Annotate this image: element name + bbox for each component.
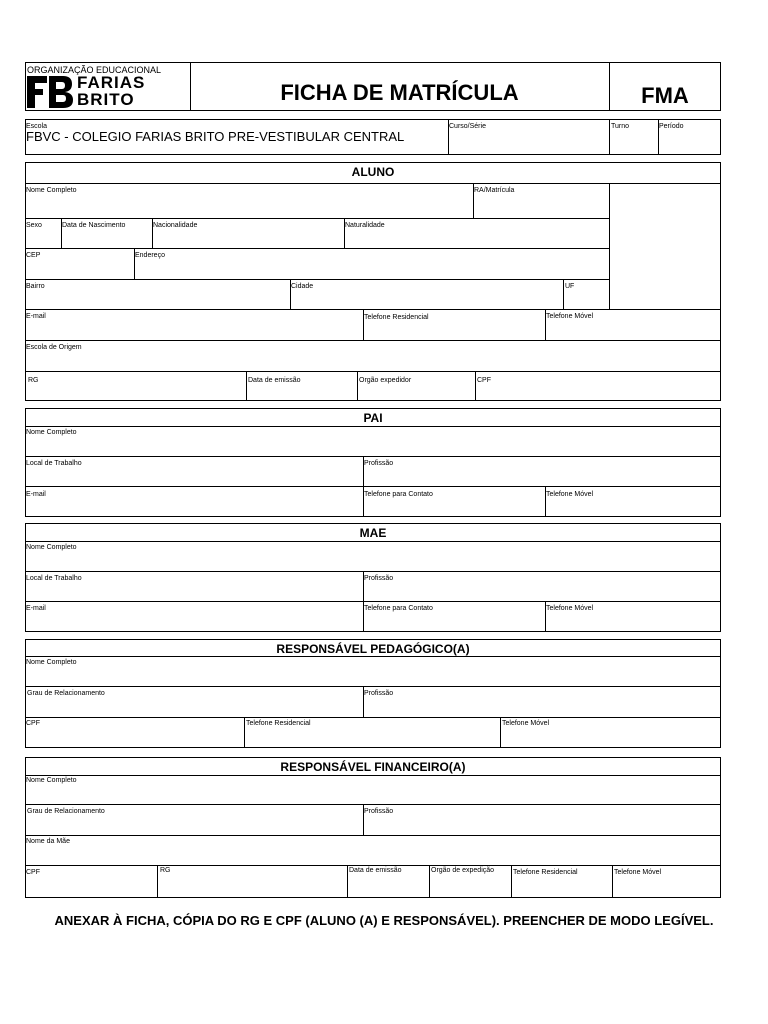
aluno-line-3 [25,248,610,249]
aluno-rg-label: RG [28,377,39,384]
aluno-data-emissao-label: Data de emissão [248,377,301,384]
resp-ped-profissao-label: Profissão [364,690,394,697]
resp-fin-orgao-label: Orgão de expedição [431,867,495,874]
aluno-line-6 [25,340,721,341]
aluno-cidade-label: Cidade [291,283,314,290]
resp-fin-tel-movel-label: Telefone Móvel [614,869,662,876]
pai-line-2 [25,456,721,457]
resp-ped-v-2 [244,717,245,748]
resp-fin-nome-label: Nome Completo [26,777,77,784]
resp-fin-line-1 [25,775,721,776]
aluno-line-5 [25,309,721,310]
curso-label: Curso/Série [449,123,486,130]
mae-line-3 [25,601,721,602]
pai-tel-movel-label: Telefone Móvel [546,491,594,498]
resp-fin-v-2 [157,865,158,898]
aluno-naturalidade-label: Naturalidade [345,222,385,229]
aluno-line-2 [25,218,610,219]
aluno-line-7 [25,371,721,372]
aluno-nacionalidade-label: Nacionalidade [153,222,198,229]
mae-local-label: Local de Trabalho [26,575,82,582]
org-label: ORGANIZAÇÃO EDUCACIONAL [27,65,162,75]
aluno-email-label: E-mail [26,313,46,320]
resp-fin-v-6 [612,865,613,898]
logo-word-2: BRITO [77,90,135,109]
aluno-v-cidade [563,279,564,309]
logo-word-1: FARIAS [77,73,146,92]
aluno-nome-label: Nome Completo [26,187,77,194]
resp-fin-line-3 [25,835,721,836]
aluno-cpf-label: CPF [477,377,491,384]
resp-fin-title: RESPONSÁVEL FINANCEIRO(A) [280,760,466,774]
page-title: FICHA DE MATRÍCULA [280,80,519,105]
mae-tel-contato-label: Telefone para Contato [364,605,433,612]
resp-fin-line-2 [25,804,721,805]
aluno-line-1 [25,183,721,184]
aluno-bairro-label: Bairro [26,283,45,290]
pai-profissao-label: Profissão [364,460,394,467]
resp-ped-v-3 [500,717,501,748]
resp-ped-tel-movel-label: Telefone Móvel [502,720,550,727]
aluno-v-orgao [475,371,476,401]
pai-local-label: Local de Trabalho [26,460,82,467]
resp-ped-line-2 [25,686,721,687]
pai-line-1 [25,426,721,427]
aluno-v-rg [246,371,247,401]
escola-label: Escola [26,123,48,130]
resp-ped-title: RESPONSÁVEL PEDAGÓGICO(A) [276,642,470,656]
resp-fin-profissao-label: Profissão [364,808,394,815]
resp-ped-line-3 [25,717,721,718]
aluno-line-4 [25,279,610,280]
aluno-tel-res-label: Telefone Residencial [364,314,429,321]
aluno-uf-label: UF [565,283,575,290]
mae-nome-label: Nome Completo [26,544,77,551]
logo [27,64,187,109]
escola-value[interactable]: FBVC - COLEGIO FARIAS BRITO PRE-VESTIBULAR CENTRAL [26,129,405,144]
school-divider-2 [609,119,610,155]
resp-fin-cpf-label: CPF [26,869,40,876]
aluno-ra-label: RA/Matrícula [474,187,515,194]
resp-fin-tel-res-label: Telefone Residencial [513,869,578,876]
pai-title: PAI [363,411,383,425]
mae-tel-movel-label: Telefone Móvel [546,605,594,612]
pai-nome-label: Nome Completo [26,429,77,436]
fb-logo-mark [27,76,73,108]
aluno-sexo-label: Sexo [26,222,42,229]
aluno-escola-origem-label: Escola de Origem [26,344,82,351]
mae-title: MAE [359,526,387,540]
turno-label: Turno [611,123,630,130]
resp-fin-v-3 [347,865,348,898]
footer-note: ANEXAR À FICHA, CÓPIA DO RG E CPF (ALUNO (A) E RESPONSÁVEL). PREENCHER DE MODO LEGÍVEL. [54,913,714,928]
pai-tel-contato-label: Telefone para Contato [364,491,433,498]
form-code: FMA [641,83,689,108]
resp-fin-grau-label: Grau de Relacionamento [27,808,105,815]
mae-email-label: E-mail [26,605,46,612]
resp-fin-rg-label: RG [160,867,171,874]
resp-ped-cpf-label: CPF [26,720,40,727]
aluno-v-emissao [357,371,358,401]
resp-fin-v-4 [429,865,430,898]
resp-ped-grau-label: Grau de Relacionamento [27,690,105,697]
aluno-cep-label: CEP [26,252,41,259]
resp-ped-nome-label: Nome Completo [26,659,77,666]
aluno-orgao-label: Orgão expedidor [359,377,412,384]
resp-fin-data-emissao-label: Data de emissão [349,867,402,874]
aluno-endereco-label: Endereço [135,252,165,259]
resp-ped-line-1 [25,656,721,657]
pai-email-label: E-mail [26,491,46,498]
aluno-nascimento-label: Data de Nascimento [62,222,126,229]
photo-divider [609,183,610,310]
resp-fin-nome-mae-label: Nome da Mãe [26,838,70,845]
resp-ped-tel-res-label: Telefone Residencial [246,720,311,727]
pai-line-3 [25,486,721,487]
mae-profissao-label: Profissão [364,575,394,582]
resp-fin-v-5 [511,865,512,898]
mae-line-2 [25,571,721,572]
aluno-tel-movel-label: Telefone Móvel [546,313,594,320]
aluno-title: ALUNO [351,165,395,179]
periodo-label: Período [659,123,684,130]
aluno-section [25,162,721,401]
mae-line-1 [25,541,721,542]
resp-fin-line-4 [25,865,721,866]
